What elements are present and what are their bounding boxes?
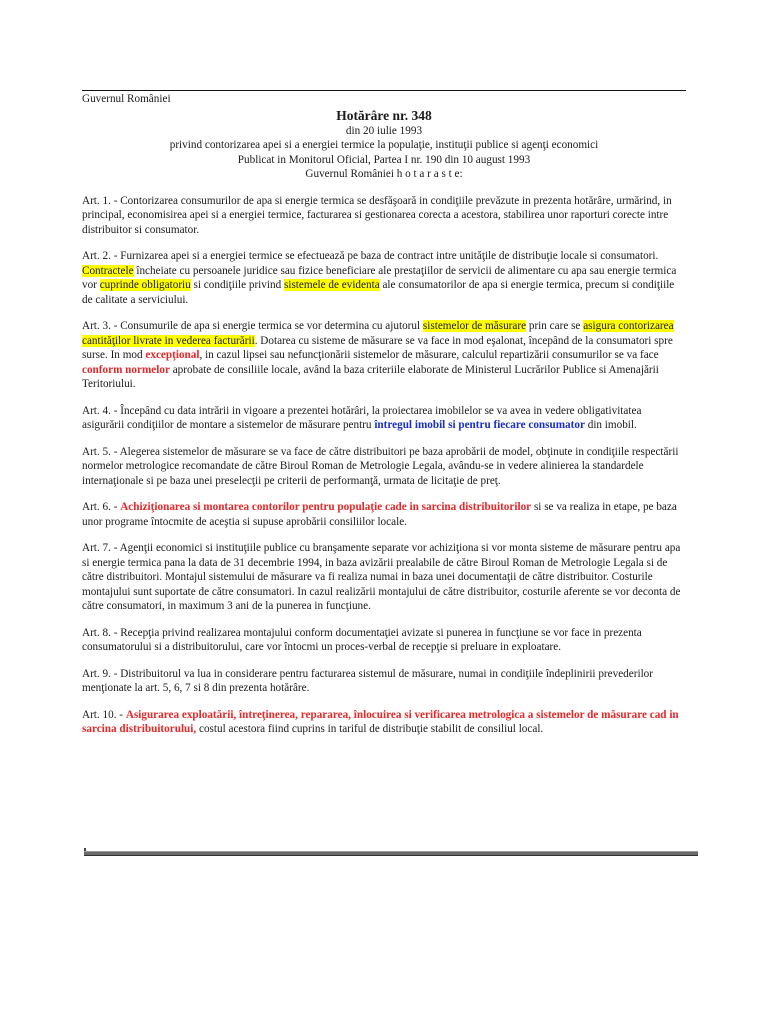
article-10 bbox=[82, 708, 686, 737]
document-date: din 20 iulie 1993 bbox=[345, 124, 423, 137]
article-2-text: încheiate cu persoanele juridice sau fizice beneficiare ale prestaţiilor de servicii de alimentare cu apa sau energie termica vor bbox=[82, 264, 677, 291]
article-4-text: din imobil. bbox=[584, 419, 637, 431]
article-5-text: Art. 5. - Alegerea sistemelor de măsurare se va face de către distribuitori pe baza aprobării de model, obţinute in condiţiile respectării normelor metrologice recomandate de către Biroul Roman de Metrologie Legala, avându-se in vedere alinierea la standardele internaţionale si pe baza unei preselecţii pe criterii de performanţă, urmata de licitaţie de preţ. bbox=[82, 445, 679, 487]
article-1-text: Art. 1. - Contorizarea consumurilor de apa si energie termica se desfăşoară in condiţiile prevăzute in prezenta hotărâre, urmărind, in principal, economisirea apei si a energiei termice, facturarea si gestionarea corecta a acestora, stabilirea unor raporturi corecte intre distribuitor si consumator. bbox=[82, 194, 672, 236]
issuer-line: Guvernul României bbox=[82, 93, 171, 105]
article-7-text: Art. 7. - Agenţii economici si instituţiile publice cu branşamente separate vor achiziţiona si vor monta sisteme de măsurare pentru apa si energie termica pana la data de 31 decembrie 1994, in baza avizării prealabile de către Biroul Roman de Metrologie Legala si de către distribuitori. Montajul sistemului de măsurare va fi realiza numai in baza unei documentaţii de către distribuitor. Costurile montajului sunt suportate de către consumatori. In cazul realizării montajului de către distribuitor, costurile aferente se vor deconta de către consumatori, in maximum 3 ani de la punerea in funcţiune. bbox=[82, 542, 681, 612]
emphasis-asigurarea-exploatarii: Asigurarea exploatării, întreţinerea, repararea, înlocuirea si verificarea metrologica a sistemelor de măsurare cad in sarcina distribuitorului, bbox=[82, 708, 679, 735]
bottom-rule bbox=[84, 851, 698, 856]
article-3-text: , in cazul lipsei sau nefuncţionării sistemelor de măsurare, calculul repartizării consumurilor se va face bbox=[199, 349, 659, 361]
article-3-text: . Dotarea cu sisteme de măsurare se va face in mod eşalonat, începând de la consumatori spre surse. In mod bbox=[82, 334, 673, 361]
highlight-sistemele-de-evidenta: sistemele de evidenta bbox=[283, 279, 380, 291]
document-subject: privind contorizarea apei si a energiei termice la populaţie, instituţii publice si agenţi economici bbox=[169, 139, 599, 151]
emphasis-exceptional: excepţional bbox=[145, 349, 200, 361]
article-2-text: si condiţiile privind bbox=[190, 279, 284, 291]
article-7 bbox=[82, 541, 686, 614]
publication-line: Publicat in Monitorul Oficial, Partea I nr. 190 din 10 august 1993 bbox=[237, 153, 531, 166]
emphasis-achizitionarea: Achiziţionarea si montarea contorilor pentru populaţie cade in sarcina distribuitorilor bbox=[120, 501, 532, 513]
emphasis-intregul-imobil: întregul imobil si pentru fiecare consumator bbox=[374, 419, 585, 431]
article-4 bbox=[82, 404, 686, 433]
document-title: Hotărâre nr. 348 bbox=[336, 107, 432, 123]
decision-line: Guvernul României h o t a r a s t e: bbox=[305, 168, 463, 180]
article-2 bbox=[82, 249, 686, 307]
article-10-text: costul acestora fiind cuprins in tariful de distribuţie stabilit de consiliul local. bbox=[196, 723, 544, 735]
highlight-asigura-contorizarea: asigura contorizarea cantităţilor livrate in vederea facturării bbox=[82, 320, 674, 347]
article-8-text: Art. 8. - Recepţia privind realizarea montajului conform documentaţiei avizate si punerea in funcţiune se vor face in prezenta consumatorului si a distribuitorului, care vor întocmi un proces-verbal de recepţie si preluare in exploatare. bbox=[82, 626, 642, 653]
article-6-text: si se va realiza in etape, pe baza unor programe întocmite de aceştia si supuse aprobării consiliilor locale. bbox=[82, 501, 677, 528]
article-3-text: aprobate de consiliile locale, având la baza criteriile elaborate de Ministerul Lucrărilor Publice si Amenajării Teritoriului. bbox=[82, 363, 659, 390]
article-3-text: prin care se bbox=[526, 320, 584, 332]
document-header bbox=[82, 107, 686, 182]
article-3-text: Art. 3. - Consumurile de apa si energie termica se vor determina cu ajutorul bbox=[82, 320, 423, 332]
highlight-cuprinde-obligatoriu: cuprinde obligatoriu bbox=[99, 279, 191, 291]
article-10-text: Art. 10. - bbox=[82, 708, 126, 721]
article-3 bbox=[82, 319, 686, 392]
article-2-text: ale consumatorilor de apa si energie termica, precum si condiţiile de calitate a serviciului. bbox=[82, 279, 675, 306]
emphasis-conform-normelor: conform normelor bbox=[82, 363, 170, 376]
article-5 bbox=[82, 445, 686, 489]
article-9-text: Art. 9. - Distribuitorul va lua in considerare pentru facturarea sistemul de măsurare, numai in condiţiile îndeplinirii prevederilor menţionate la art. 5, 6, 7 si 8 din prezenta hotărâre. bbox=[82, 667, 653, 694]
highlight-sistemelor-de-masurare: sistemelor de măsurare bbox=[422, 320, 527, 332]
highlight-contractele: Contractele bbox=[82, 264, 134, 277]
article-2-text: Art. 2. - Furnizarea apei si a energiei termice se efectuează pe baza de contract intre unităţile de distribuţie locale si consumatori. bbox=[82, 250, 659, 262]
article-6 bbox=[82, 500, 686, 529]
article-6-text: Art. 6. - bbox=[82, 501, 121, 513]
article-9 bbox=[82, 667, 686, 696]
top-rule bbox=[82, 90, 686, 91]
article-4-text: Art. 4. - Începând cu data intrării in vigoare a prezentei hotărâri, la proiectarea imobilelor se va avea in vedere obligativitatea asigurării condiţiilor de montare a sistemelor de măsurare pentru bbox=[82, 404, 642, 431]
article-8 bbox=[82, 626, 686, 655]
document-page bbox=[82, 92, 686, 748]
article-1 bbox=[82, 194, 686, 238]
